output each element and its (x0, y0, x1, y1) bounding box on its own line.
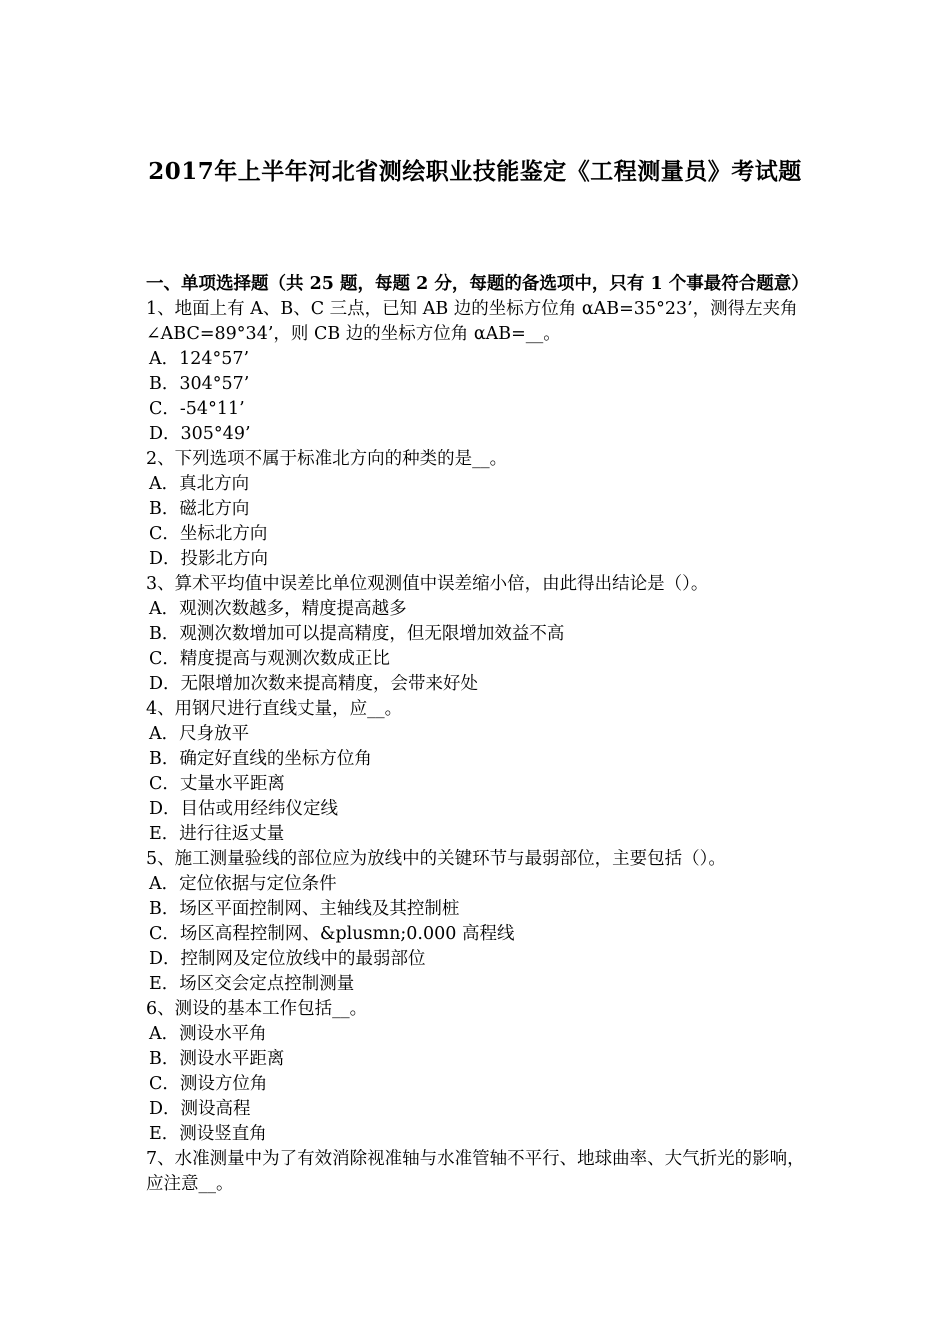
answer-option: E．场区交会定点控制测量 (149, 974, 355, 994)
document-title: 2017年上半年河北省测绘职业技能鉴定《工程测量员》考试题 (148, 158, 802, 185)
answer-option: E．测设竖直角 (149, 1124, 267, 1144)
question-block (146, 572, 810, 697)
answer-option: B．测设水平距离 (149, 1049, 285, 1069)
answer-option: A．尺身放平 (149, 724, 250, 744)
question-block (146, 1147, 810, 1197)
question-stem: 6、测设的基本工作包括__。 (146, 999, 368, 1019)
section-heading: 一、单项选择题（共 25 题，每题 2 分，每题的备选项中，只有 1 个事最符合题意） (146, 274, 809, 294)
answer-option: C．丈量水平距离 (149, 774, 285, 794)
answer-option: B．304°57’ (149, 374, 250, 394)
question-stem: 2、下列选项不属于标准北方向的种类的是__。 (146, 449, 508, 469)
answer-option: B．磁北方向 (149, 499, 250, 519)
answer-option: B．确定好直线的坐标方位角 (149, 749, 372, 769)
answer-option: D．控制网及定位放线中的最弱部位 (149, 949, 426, 969)
answer-option: C．-54°11’ (149, 399, 245, 419)
answer-option: B．场区平面控制网、主轴线及其控制桩 (149, 899, 460, 919)
answer-option: C．测设方位角 (149, 1074, 268, 1094)
question-block (146, 697, 810, 847)
question-list (146, 297, 810, 1197)
answer-option: C．场区高程控制网、&plusmn;0.000 高程线 (149, 924, 515, 944)
answer-option: B．观测次数增加可以提高精度，但无限增加效益不高 (149, 624, 565, 644)
question-block (146, 997, 810, 1147)
question-stem: 5、施工测量验线的部位应为放线中的关键环节与最弱部位，主要包括（）。 (146, 849, 726, 869)
answer-option: D．305°49’ (149, 424, 251, 444)
answer-option: E．进行往返丈量 (149, 824, 285, 844)
document-body (146, 272, 810, 1197)
question-stem: 7、水准测量中为了有效消除视准轴与水准管轴不平行、地球曲率、大气折光的影响，应注意__。 (146, 1149, 805, 1194)
answer-option: A．测设水平角 (149, 1024, 267, 1044)
answer-option: A．真北方向 (149, 474, 250, 494)
question-stem: 4、用钢尺进行直线丈量，应__。 (146, 699, 403, 719)
answer-option: A．定位依据与定位条件 (149, 874, 337, 894)
answer-option: C．坐标北方向 (149, 524, 268, 544)
answer-option: D．投影北方向 (149, 549, 269, 569)
answer-option: A．观测次数越多，精度提高越多 (149, 599, 407, 619)
answer-option: D．测设高程 (149, 1099, 251, 1119)
question-block (146, 847, 810, 997)
question-block (146, 447, 810, 572)
answer-option: D．目估或用经纬仪定线 (149, 799, 339, 819)
question-stem: 1、地面上有 A、B、C 三点，已知 AB 边的坐标方位角 αAB=35°23’，测得左夹角∠ABC=89°34’，则 CB 边的坐标方位角 αAB=__。 (146, 299, 798, 344)
answer-option: C．精度提高与观测次数成正比 (149, 649, 390, 669)
question-stem: 3、算术平均值中误差比单位观测值中误差缩小倍，由此得出结论是（）。 (146, 574, 709, 594)
answer-option: D．无限增加次数来提高精度，会带来好处 (149, 674, 479, 694)
answer-option: A．124°57’ (149, 349, 250, 369)
question-block (146, 297, 810, 447)
